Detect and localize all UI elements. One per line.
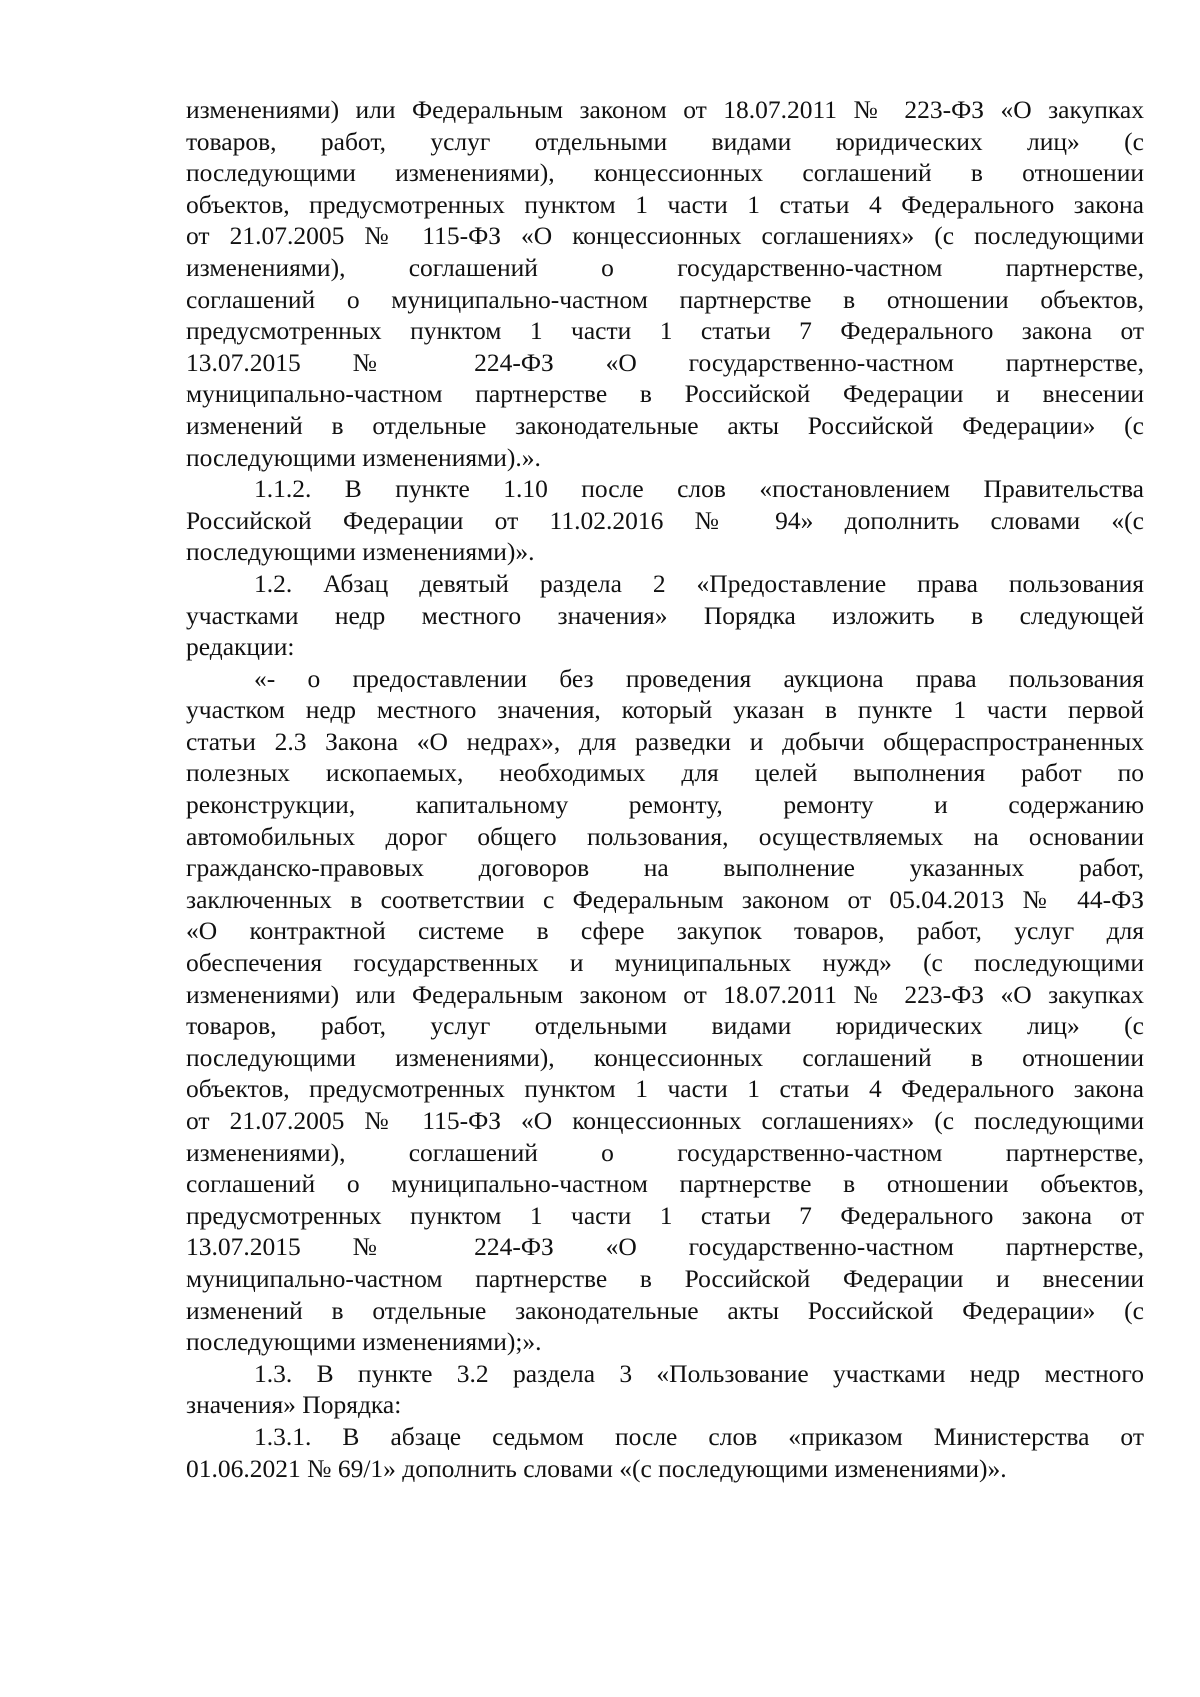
text-line: 1.3.1. В абзаце седьмом после слов «приказом Министерства от (254, 1421, 1144, 1451)
text-line: участком недр местного значения, который указан в пункте 1 части первой (186, 695, 1144, 725)
text-line: 01.06.2021 № 69/1» дополнить словами «(с последующими изменениями)». (186, 1453, 1007, 1483)
text-line: предусмотренных пунктом 1 части 1 статьи 7 Федерального закона от (186, 316, 1144, 346)
text-line: изменений в отдельные законодательные акты Российской Федерации» (с (186, 1295, 1144, 1325)
text-line: объектов, предусмотренных пунктом 1 части 1 статьи 4 Федерального закона (186, 1074, 1144, 1104)
text-line: муниципально-частном партнерстве в Российской Федерации и внесении (186, 1263, 1144, 1293)
text-line: муниципально-частном партнерстве в Российской Федерации и внесении (186, 379, 1144, 409)
text-line: значения» Порядка: (186, 1390, 402, 1420)
text-line: «О контрактной системе в сфере закупок товаров, работ, услуг для (186, 916, 1144, 946)
text-line: изменений в отдельные законодательные акты Российской Федерации» (с (186, 410, 1144, 440)
text-line: автомобильных дорог общего пользования, осуществляемых на основании (186, 821, 1144, 851)
text-line: последующими изменениями), концессионных соглашений в отношении (186, 158, 1144, 188)
text-line: товаров, работ, услуг отдельными видами юридических лиц» (с (186, 1011, 1144, 1041)
text-line: изменениями), соглашений о государственно-частном партнерстве, (186, 1137, 1144, 1167)
text-line: соглашений о муниципально-частном партнерстве в отношении объектов, (186, 284, 1144, 314)
text-line: полезных ископаемых, необходимых для целей выполнения работ по (186, 758, 1144, 788)
text-line: последующими изменениями), концессионных соглашений в отношении (186, 1042, 1144, 1072)
text-line: статьи 2.3 Закона «О недрах», для разведки и добычи общераспространенных (186, 726, 1144, 756)
text-line: Российской Федерации от 11.02.2016 № 94» дополнить словами «(с (186, 505, 1144, 535)
text-line: гражданско-правовых договоров на выполнение указанных работ, (186, 853, 1144, 883)
text-line: 1.1.2. В пункте 1.10 после слов «постановлением Правительства (254, 474, 1144, 504)
text-line: изменениями), соглашений о государственно-частном партнерстве, (186, 252, 1144, 282)
text-line: объектов, предусмотренных пунктом 1 части 1 статьи 4 Федерального закона (186, 189, 1144, 219)
text-line: 13.07.2015 № 224-ФЗ «О государственно-частном партнерстве, (186, 1232, 1144, 1262)
text-line: обеспечения государственных и муниципальных нужд» (с последующими (186, 948, 1144, 978)
text-line: последующими изменениями)». (186, 537, 535, 567)
text-line: 13.07.2015 № 224-ФЗ «О государственно-частном партнерстве, (186, 347, 1144, 377)
text-line: заключенных в соответствии с Федеральным законом от 05.04.2013 № 44-ФЗ (186, 884, 1144, 914)
text-line: товаров, работ, услуг отдельными видами юридических лиц» (с (186, 126, 1144, 156)
text-line: изменениями) или Федеральным законом от 18.07.2011 № 223-ФЗ «О закупках (186, 95, 1144, 124)
text-line: участками недр местного значения» Порядка изложить в следующей (186, 600, 1144, 630)
text-line: последующими изменениями);». (186, 1327, 542, 1357)
text-line: «- о предоставлении без проведения аукциона права пользования (254, 663, 1144, 693)
text-line: 1.3. В пункте 3.2 раздела 3 «Пользование участками недр местного (254, 1358, 1144, 1388)
text-line: изменениями) или Федеральным законом от 18.07.2011 № 223-ФЗ «О закупках (186, 979, 1144, 1009)
text-line: предусмотренных пунктом 1 части 1 статьи 7 Федерального закона от (186, 1200, 1144, 1230)
text-line: соглашений о муниципально-частном партнерстве в отношении объектов, (186, 1169, 1144, 1199)
text-line: 1.2. Абзац девятый раздела 2 «Предоставление права пользования (254, 568, 1144, 598)
text-line: от 21.07.2005 № 115-ФЗ «О концессионных соглашениях» (с последующими (186, 221, 1144, 251)
text-line: последующими изменениями).». (186, 442, 541, 472)
text-line: реконструкции, капитальному ремонту, ремонту и содержанию (186, 790, 1144, 820)
document-body (186, 94, 1144, 1484)
text-line: от 21.07.2005 № 115-ФЗ «О концессионных соглашениях» (с последующими (186, 1106, 1144, 1135)
text-line: редакции: (186, 632, 295, 662)
